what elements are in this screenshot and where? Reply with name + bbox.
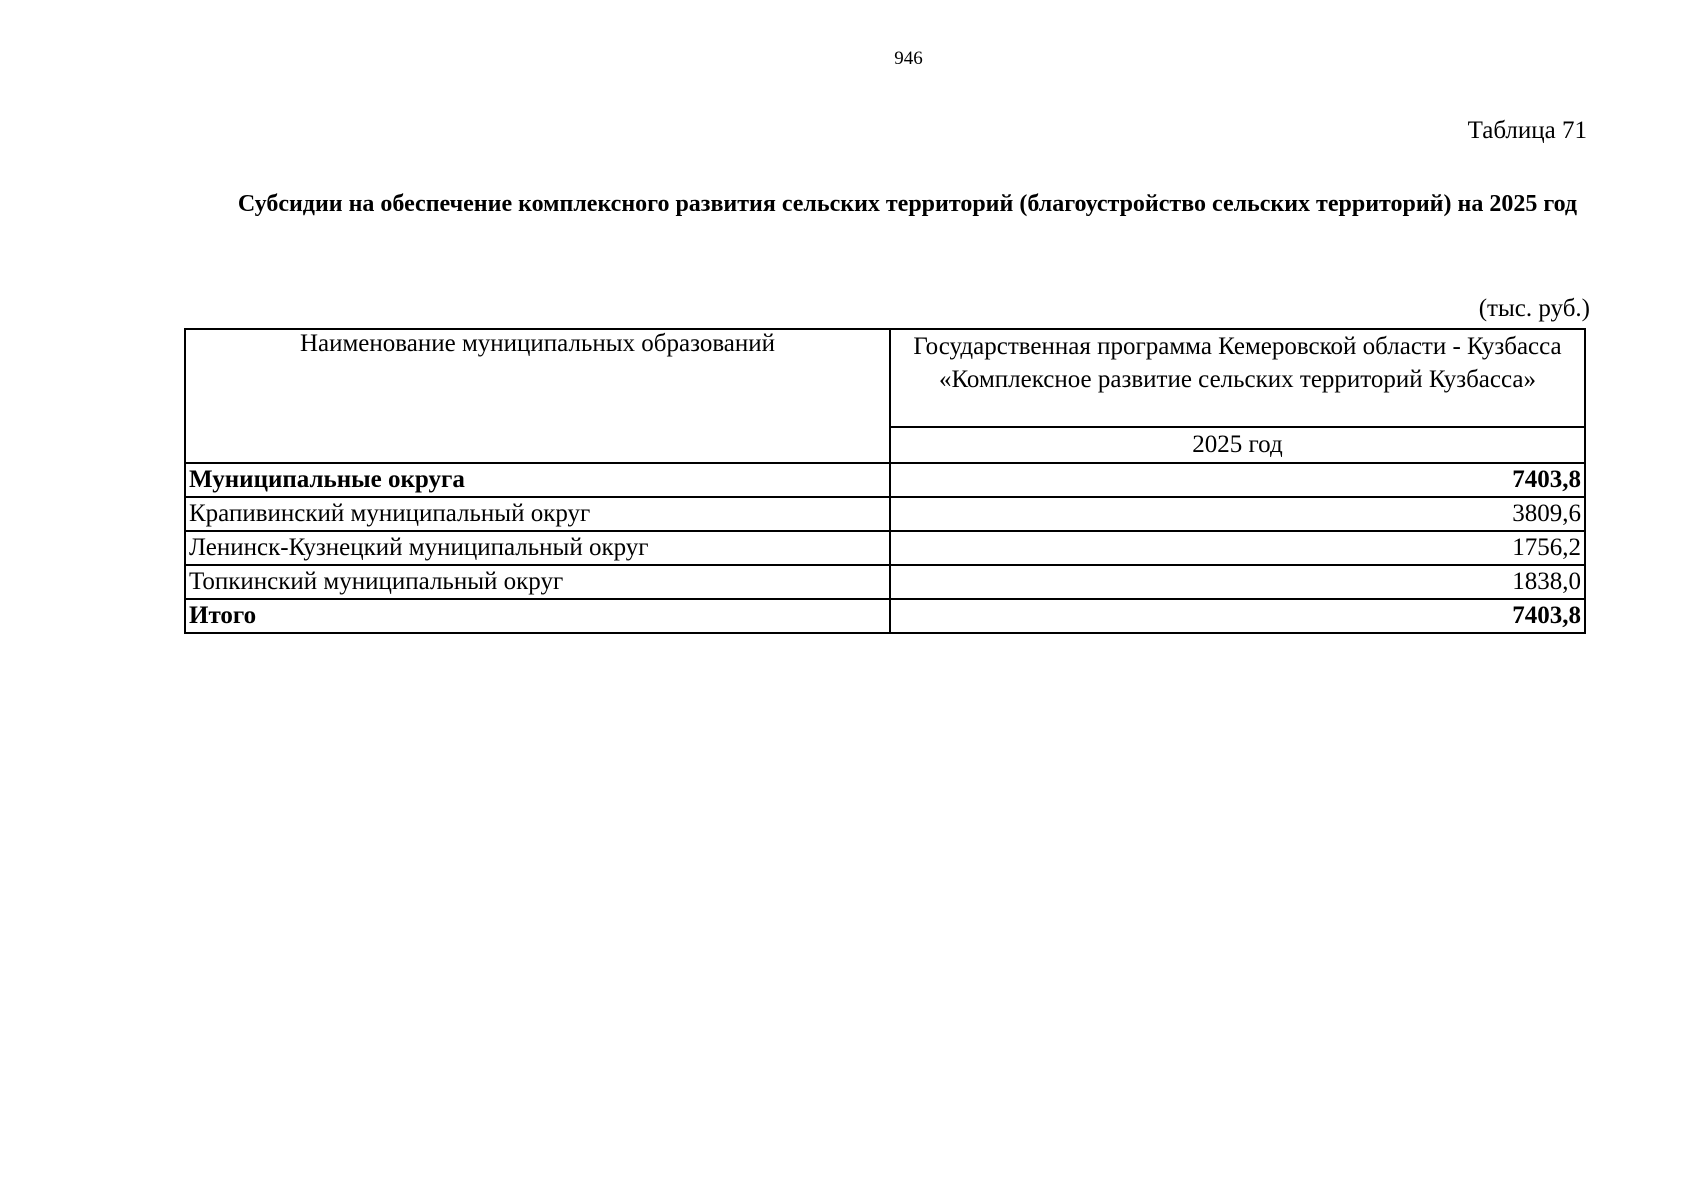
table-row — [185, 565, 1585, 599]
header-row — [185, 329, 1585, 427]
table-row — [185, 531, 1585, 565]
header-program: Государственная программа Кемеровской области - Кузбасса «Комплексное развитие сельских территорий Кузбасса» — [890, 329, 1585, 427]
row-value: 3809,6 — [890, 497, 1585, 531]
row-name: Итого — [185, 599, 890, 633]
header-year: 2025 год — [890, 427, 1585, 463]
page-number: 946 — [894, 48, 923, 69]
row-value: 7403,8 — [890, 463, 1585, 497]
row-value: 1756,2 — [890, 531, 1585, 565]
row-name: Муниципальные округа — [185, 463, 890, 497]
row-value: 7403,8 — [890, 599, 1585, 633]
subsidy-table — [184, 328, 1586, 634]
table-row — [185, 497, 1585, 531]
header-municipality: Наименование муниципальных образований — [185, 329, 890, 463]
row-name: Крапивинский муниципальный округ — [185, 497, 890, 531]
document-title: Субсидии на обеспечение комплексного развития сельских территорий (благоустройство сельских территорий) на 2025 год — [237, 191, 1578, 217]
row-value: 1838,0 — [890, 565, 1585, 599]
table-row-total — [185, 599, 1585, 633]
units-label: (тыс. руб.) — [1478, 295, 1590, 322]
table-row-municipal-districts — [185, 463, 1585, 497]
table-label: Таблица 71 — [1467, 117, 1587, 144]
row-name: Топкинский муниципальный округ — [185, 565, 890, 599]
row-name: Ленинск-Кузнецкий муниципальный округ — [185, 531, 890, 565]
